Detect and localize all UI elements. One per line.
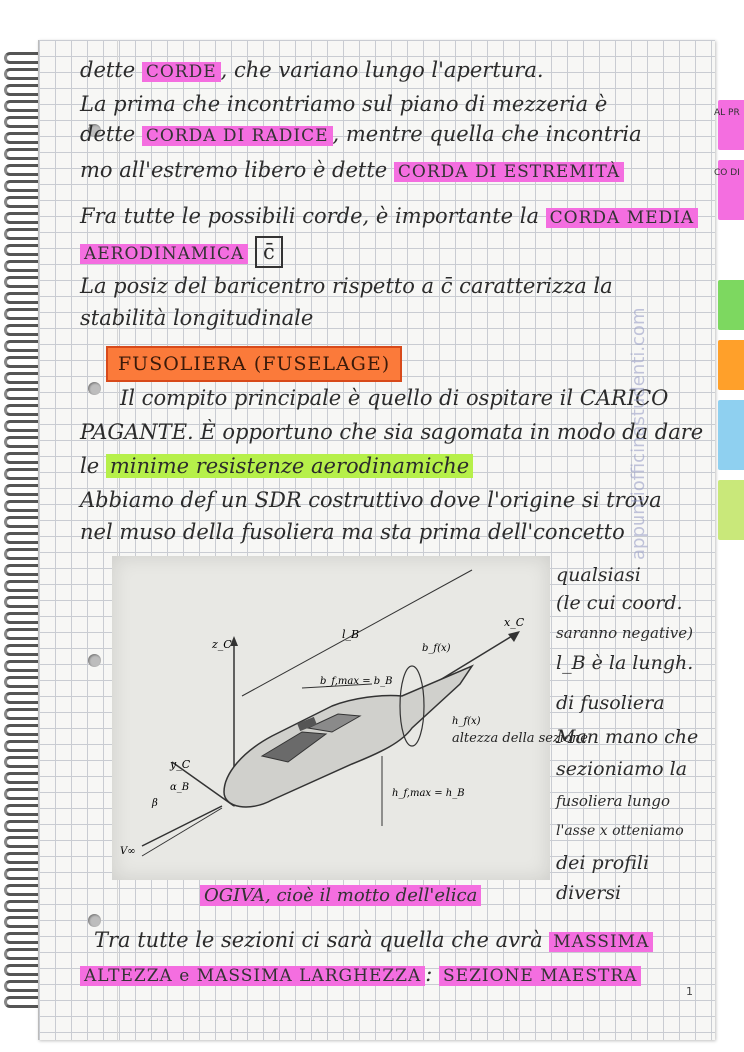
line-text: mo all'estremo libero è dette <box>80 158 394 182</box>
watermark: appuntiofficinastudenti.com <box>628 307 649 560</box>
highlight-term: CORDE <box>142 62 221 82</box>
line-text: nel muso della fusoliera ma sta prima dell'concetto <box>80 520 625 544</box>
alphab-label: α_B <box>170 782 190 793</box>
side-note-line: l'asse x otteniamo <box>556 823 684 839</box>
line-text: Tra tutte le sezioni ci sarà quella che avrà <box>94 928 550 952</box>
line-text: , che variano lungo l'apertura. <box>220 58 544 82</box>
highlight-term: SEZIONE MAESTRA <box>439 966 641 986</box>
line-text: le <box>80 454 106 478</box>
line-text: La posiz del baricentro rispetto a c̄ caratterizza la <box>80 274 613 298</box>
yc-label: y_C <box>170 758 191 771</box>
notebook-tab-label: AL PR <box>714 108 740 118</box>
line-text: PAGANTE. È opportuno che sia sagomata in modo da dare <box>80 420 704 444</box>
bfx-label: b_f(x) <box>422 643 451 654</box>
text-line <box>80 418 710 446</box>
height-annotation: altezza della sezione <box>452 731 588 746</box>
side-note-line: di fusoliera <box>556 692 665 714</box>
line-text: La prima che incontriamo sul piano di mezzeria è <box>80 92 608 116</box>
text-line <box>80 518 710 546</box>
text-line <box>80 156 710 186</box>
xc-label: x_C <box>504 616 525 629</box>
zc-label: z_C <box>212 638 232 651</box>
side-note-line: fusoliera lungo <box>556 792 671 810</box>
line-text: Fra tutte le possibili corde, è importante la <box>80 204 546 228</box>
side-note-line: sezioniamo la <box>556 758 688 780</box>
line-text: Il compito principale è quello di ospitare il CARICO <box>120 386 669 410</box>
lb-label: l_B <box>342 628 360 641</box>
ogiva-text: OGIVA, cioè il motto dell'elica <box>200 885 481 906</box>
notebook-tab-label: CO DI <box>714 168 740 178</box>
text-line <box>80 486 710 514</box>
velocity-vector <box>142 806 222 846</box>
line-text: dette <box>80 58 142 82</box>
vinf-label: V∞ <box>120 846 136 857</box>
hfx-label: h_f(x) <box>452 716 481 727</box>
text-line <box>80 304 710 332</box>
text-line <box>80 272 710 300</box>
hfmax-label: h_f,max = h_B <box>392 788 465 799</box>
side-note-line: l_B è la lungh. <box>556 652 694 674</box>
side-note-line: (le cui coord. <box>556 592 683 614</box>
line-text: , mentre quella che incontria <box>332 122 642 146</box>
side-note-line: qualsiasi <box>556 564 641 586</box>
line-text: : <box>425 962 440 986</box>
highlight-term: CORDA DI ESTREMITÀ <box>394 162 624 182</box>
text-line <box>80 120 710 150</box>
beta-label: β <box>152 798 158 809</box>
notebook-tab[interactable] <box>718 280 744 330</box>
section-title: FUSOLIERA (FUSELAGE) <box>106 346 402 382</box>
fuselage-diagram-svg <box>112 556 588 880</box>
page-number: 1 <box>686 985 693 998</box>
line-text: dette <box>80 122 142 146</box>
fuselage-diagram <box>112 556 588 880</box>
side-note-line: Man mano che <box>556 726 699 748</box>
ogiva-note <box>200 880 481 910</box>
highlight-term: ALTEZZA e MASSIMA LARGHEZZA <box>80 966 425 986</box>
highlight-term: CORDA DI RADICE <box>142 126 333 146</box>
side-note-line: saranno negative) <box>556 624 693 642</box>
text-line <box>94 926 710 956</box>
velocity-projection <box>142 808 222 856</box>
punch-hole <box>88 654 101 667</box>
notebook-tab[interactable] <box>718 400 744 470</box>
line-text: Abbiamo def un SDR costruttivo dove l'origine si trova <box>80 488 662 512</box>
highlight-green: minime resistenze aerodinamiche <box>106 454 473 478</box>
line-text: stabilità longitudinale <box>80 306 314 330</box>
text-line <box>120 384 710 412</box>
section-heading-line <box>106 346 710 382</box>
highlight-term: MASSIMA <box>549 932 653 952</box>
text-line <box>80 236 710 268</box>
text-line <box>80 452 710 480</box>
notebook-tab[interactable] <box>718 480 744 540</box>
text-line <box>80 90 710 118</box>
text-line <box>80 202 710 232</box>
highlight-term: CORDA MEDIA <box>546 208 699 228</box>
punch-hole <box>88 382 101 395</box>
side-note-line: diversi <box>556 882 622 904</box>
fuselage-body <box>224 666 472 807</box>
highlight-term: AERODINAMICA <box>80 244 248 264</box>
notebook-tab[interactable] <box>718 340 744 390</box>
bfmax-label: b_f,max = b_B <box>320 676 393 687</box>
text-line <box>80 960 710 990</box>
mean-chord-symbol: c̄ <box>255 236 283 268</box>
text-line <box>80 56 710 86</box>
side-note-line: dei profili <box>556 852 650 874</box>
